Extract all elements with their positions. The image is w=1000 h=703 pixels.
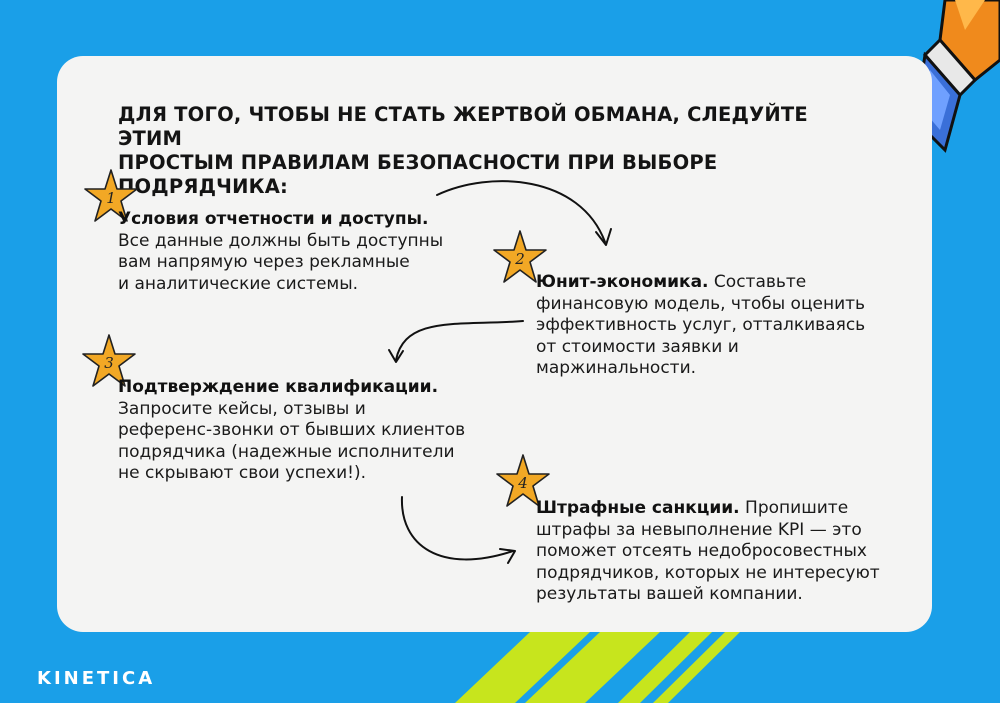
step-2-heading: Юнит-экономика. xyxy=(536,272,709,292)
step-3-text: Запросите кейсы, отзывы и референс-звонки от бывших клиентов подрядчика (надежные исполнители не скрывают свои успехи!). xyxy=(118,398,466,484)
step-4-text: Пропишите штрафы за невыполнение KPI — это поможет отсеять недобросовестных подрядчиков, которых не интересуют результаты вашей компании. xyxy=(536,498,880,605)
step-4 xyxy=(536,498,926,606)
step-1 xyxy=(118,209,478,295)
step-2 xyxy=(536,272,926,380)
step-1-heading: Условия отчетности и доступы. xyxy=(118,209,429,229)
step-3-number: 3 xyxy=(104,354,114,372)
step-4-heading: Штрафные санкции. xyxy=(536,498,740,518)
step-3-heading: Подтверждение квалификации. xyxy=(118,377,439,397)
page-title: ДЛЯ ТОГО, ЧТОБЫ НЕ СТАТЬ ЖЕРТВОЙ ОБМАНА, СЛЕДУЙТЕ ЭТИМ ПРОСТЫМ ПРАВИЛАМ БЕЗОПАСНОСТИ ПРИ ВЫБОРЕ ПОДРЯДЧИКА: xyxy=(118,103,808,198)
step-4-number: 4 xyxy=(518,474,528,492)
step-3 xyxy=(118,377,518,485)
step-2-text: Составьте финансовую модель, чтобы оценить эффективность услуг, отталкиваясь от стоимости заявки и маржинальности. xyxy=(536,272,866,379)
step-2-number: 2 xyxy=(515,250,525,268)
brand-logo: KINETICA xyxy=(37,668,156,689)
step-1-number: 1 xyxy=(106,189,116,207)
step-1-text: Все данные должны быть доступны вам напрямую через рекламные и аналитические системы. xyxy=(118,230,444,294)
